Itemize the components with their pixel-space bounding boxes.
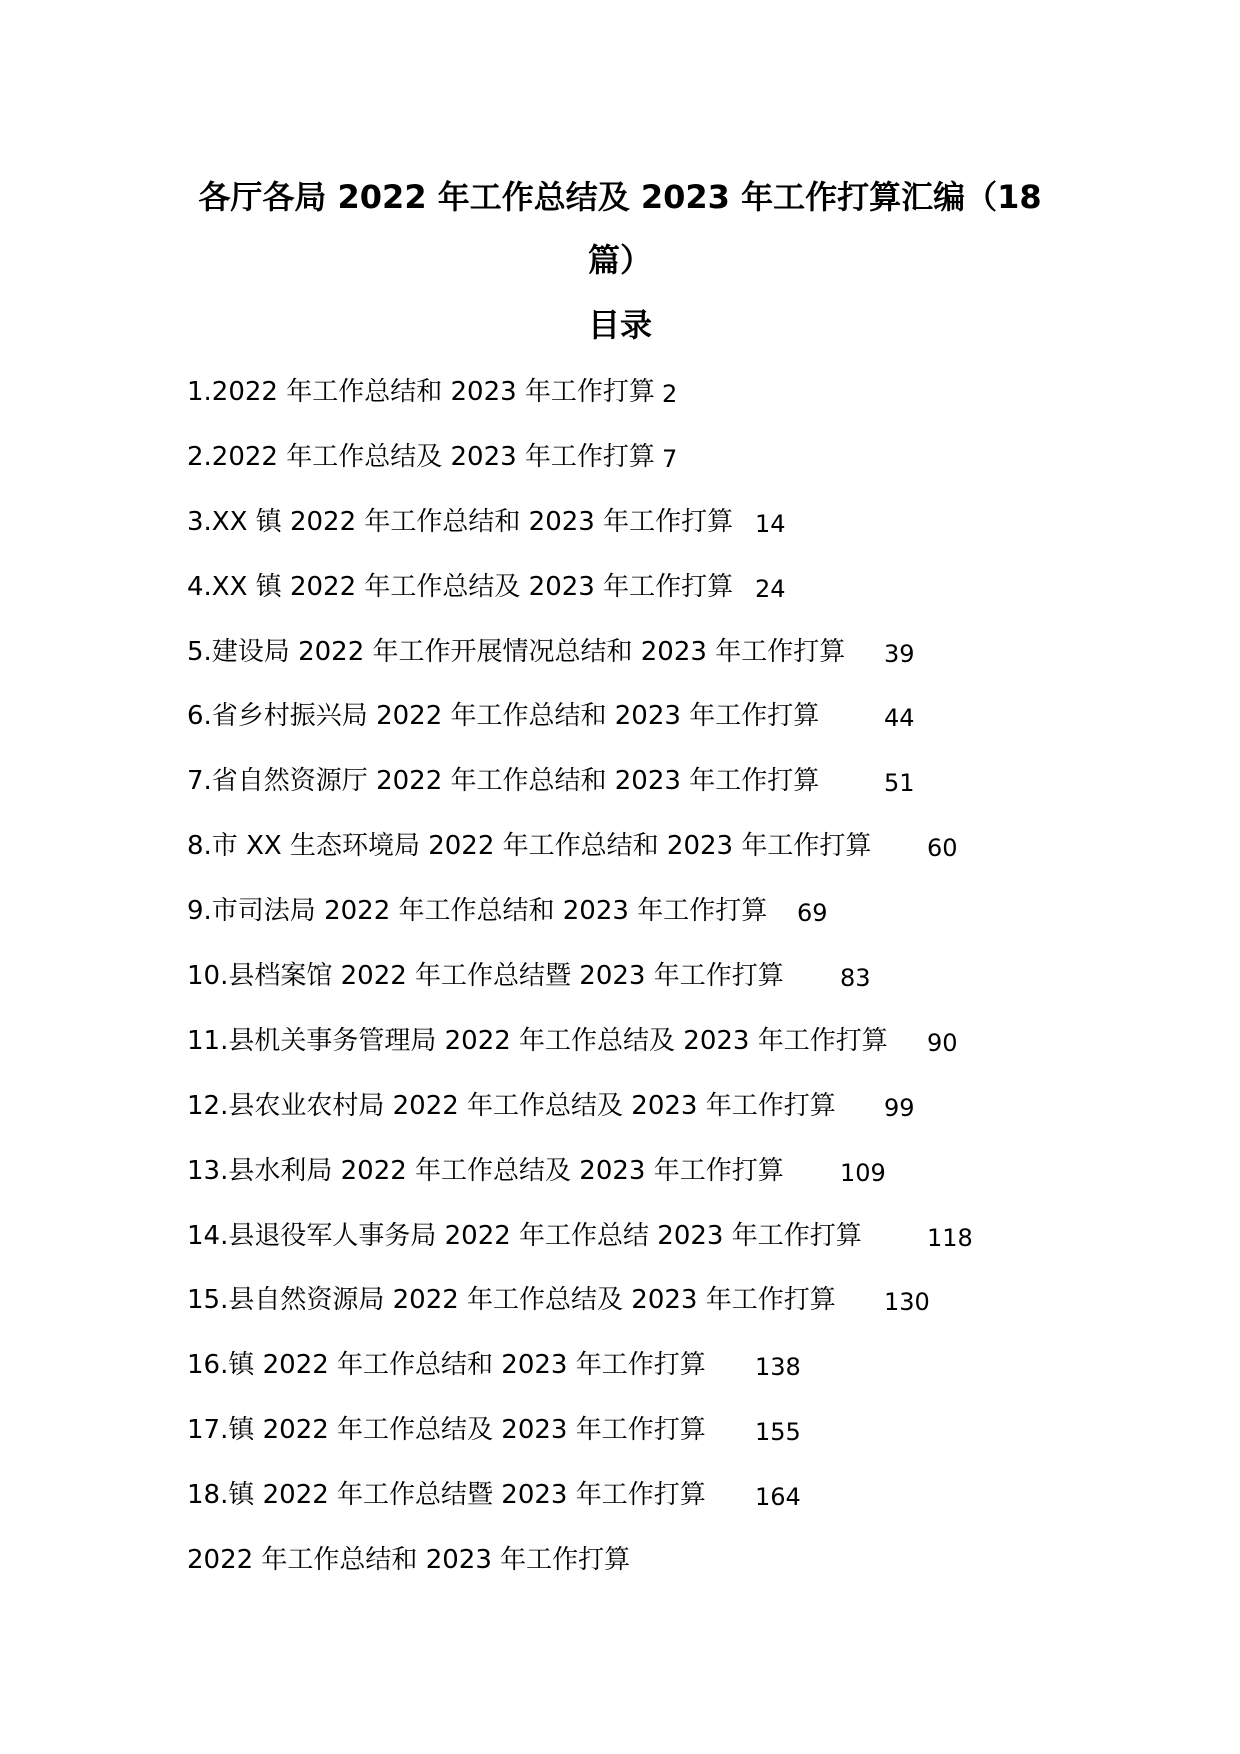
toc-entry-page: 155 xyxy=(755,1418,801,1447)
toc-entry-title: 5.建设局 2022 年工作开展情况总结和 2023 年工作打算 xyxy=(187,636,846,667)
toc-entry-page: 138 xyxy=(755,1353,801,1382)
toc-entry-title: 10.县档案馆 2022 年工作总结暨 2023 年工作打算 xyxy=(187,961,784,992)
toc-entry-page: 51 xyxy=(884,769,915,798)
toc-entry-title: 4.XX 镇 2022 年工作总结及 2023 年工作打算 xyxy=(187,571,734,602)
toc-entry-title: 15.县自然资源局 2022 年工作总结及 2023 年工作打算 xyxy=(187,1285,836,1316)
toc-entry[interactable] xyxy=(187,700,1107,765)
toc-entry-page: 2 xyxy=(662,380,678,408)
toc-entry-title: 7.省自然资源厅 2022 年工作总结和 2023 年工作打算 xyxy=(187,766,820,797)
toc-entry-page: 164 xyxy=(755,1483,801,1512)
toc-entry-title: 2.2022 年工作总结及 2023 年工作打算 xyxy=(187,441,655,472)
toc-entry[interactable] xyxy=(187,1349,1107,1414)
toc-entry[interactable] xyxy=(187,506,1107,571)
toc-entry[interactable] xyxy=(187,1479,1107,1544)
toc-entry[interactable] xyxy=(187,960,1107,1025)
toc-entry[interactable] xyxy=(187,1025,1107,1090)
toc-entry-page: 44 xyxy=(884,704,915,733)
toc-entry-title: 6.省乡村振兴局 2022 年工作总结和 2023 年工作打算 xyxy=(187,701,820,732)
toc-heading: 目录 xyxy=(587,306,652,344)
toc-entry-title: 18.镇 2022 年工作总结暨 2023 年工作打算 xyxy=(187,1480,706,1511)
toc-entry[interactable] xyxy=(187,895,1107,960)
toc-entry-title: 12.县农业农村局 2022 年工作总结及 2023 年工作打算 xyxy=(187,1090,836,1121)
toc-entry-page: 7 xyxy=(662,444,678,473)
toc-entry-title: 13.县水利局 2022 年工作总结及 2023 年工作打算 xyxy=(187,1155,784,1186)
toc-entry[interactable] xyxy=(187,376,1107,441)
section-start-heading: 2022 年工作总结和 2023 年工作打算 xyxy=(187,1545,631,1575)
toc-entry[interactable] xyxy=(187,441,1107,506)
toc-entry-page: 39 xyxy=(884,639,915,668)
toc-entry[interactable] xyxy=(187,830,1107,895)
toc-entry-page: 14 xyxy=(755,509,786,538)
toc-entry-page: 90 xyxy=(927,1028,958,1057)
toc-entry-title: 9.市司法局 2022 年工作总结和 2023 年工作打算 xyxy=(187,896,768,927)
toc-entry-title: 8.市 XX 生态环境局 2022 年工作总结和 2023 年工作打算 xyxy=(187,831,872,862)
toc-entry-page: 24 xyxy=(755,574,786,603)
toc-entry-title: 14.县退役军人事务局 2022 年工作总结 2023 年工作打算 xyxy=(187,1220,862,1251)
toc-entry-title: 11.县机关事务管理局 2022 年工作总结及 2023 年工作打算 xyxy=(187,1025,888,1056)
toc-entry-page: 99 xyxy=(884,1093,915,1122)
toc-entry-page: 83 xyxy=(840,964,871,993)
toc-entry[interactable] xyxy=(187,1284,1107,1349)
table-of-contents xyxy=(187,376,1107,1544)
toc-entry[interactable] xyxy=(187,1414,1107,1479)
toc-entry-page: 69 xyxy=(797,899,828,928)
toc-entry[interactable] xyxy=(187,1155,1107,1220)
document-title-line-1: 各厅各局 2022 年工作总结及 2023 年工作打算汇编（18 xyxy=(198,178,1042,216)
toc-entry-page: 118 xyxy=(927,1223,973,1252)
toc-entry-page: 60 xyxy=(927,834,958,863)
toc-entry-title: 3.XX 镇 2022 年工作总结和 2023 年工作打算 xyxy=(187,506,734,537)
toc-entry-title: 17.镇 2022 年工作总结及 2023 年工作打算 xyxy=(187,1415,706,1446)
document-title-line-2: 篇） xyxy=(587,241,652,279)
toc-entry-title: 16.镇 2022 年工作总结和 2023 年工作打算 xyxy=(187,1350,706,1381)
toc-entry[interactable] xyxy=(187,1090,1107,1155)
toc-entry-title: 1.2022 年工作总结和 2023 年工作打算 xyxy=(187,377,655,407)
toc-entry[interactable] xyxy=(187,571,1107,636)
toc-entry-page: 109 xyxy=(840,1158,886,1187)
toc-entry[interactable] xyxy=(187,765,1107,830)
toc-entry[interactable] xyxy=(187,1220,1107,1285)
toc-entry[interactable] xyxy=(187,636,1107,701)
toc-entry-page: 130 xyxy=(884,1288,930,1317)
